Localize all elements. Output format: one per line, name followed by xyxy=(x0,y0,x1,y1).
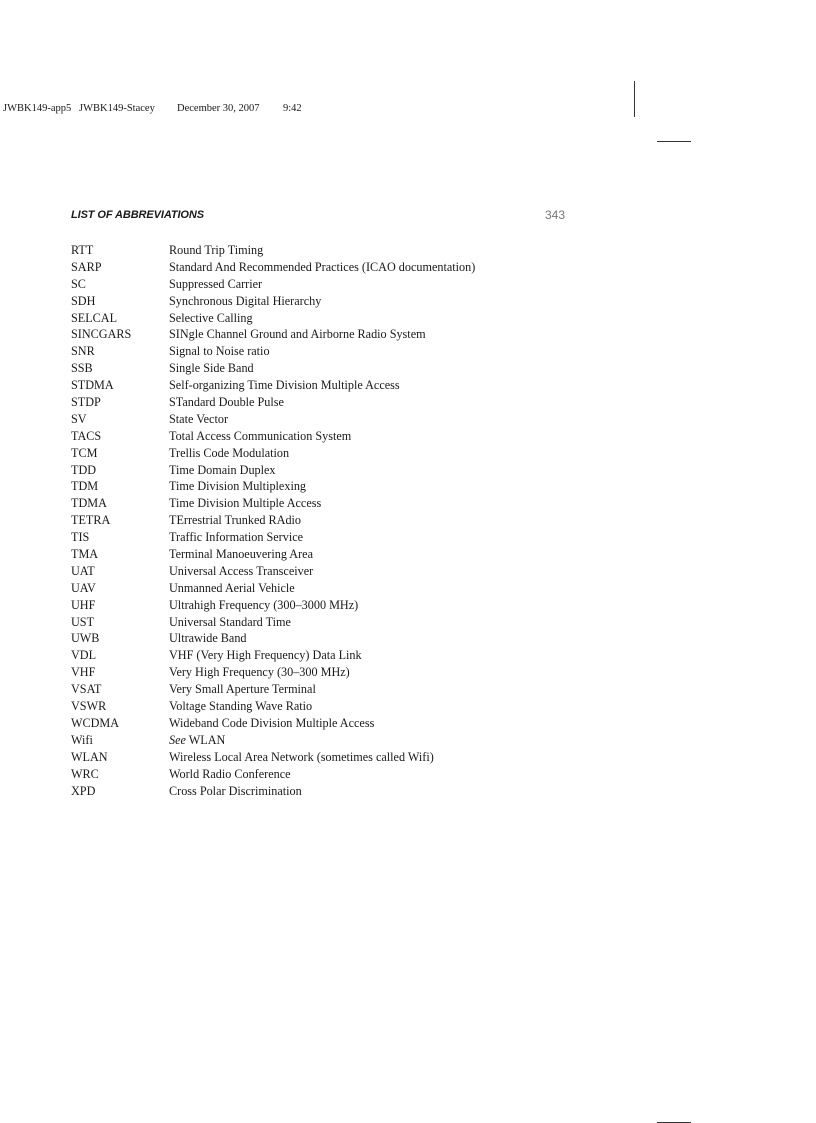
abbreviation-definition: SINgle Channel Ground and Airborne Radio System xyxy=(169,327,426,342)
abbreviation-term: SV xyxy=(71,411,87,426)
abbreviation-entry xyxy=(71,411,475,428)
abbreviation-definition: TErrestrial Trunked RAdio xyxy=(169,513,302,528)
abbreviation-entry xyxy=(71,293,475,310)
abbreviation-term: TDM xyxy=(71,479,99,494)
abbreviation-definition: STandard Double Pulse xyxy=(169,395,284,410)
abbreviation-definition: Time Division Multiple Access xyxy=(169,496,322,511)
abbreviation-entry xyxy=(71,276,475,293)
abbreviation-entry xyxy=(71,360,475,377)
abbreviation-term: TETRA xyxy=(71,513,111,528)
abbreviation-term: UHF xyxy=(71,597,96,612)
abbreviation-term: UWB xyxy=(71,631,100,646)
abbreviation-term: STDP xyxy=(71,395,101,410)
abbreviation-entry xyxy=(71,445,475,462)
running-head: LIST OF ABBREVIATIONS xyxy=(71,209,204,221)
abbreviation-definition xyxy=(169,732,225,749)
abbreviation-entry xyxy=(71,512,475,529)
abbreviation-term: TDD xyxy=(71,462,97,477)
abbreviation-definition: Time Division Multiplexing xyxy=(169,479,307,494)
abbreviation-entry xyxy=(71,698,475,715)
slug-time: 9:42 xyxy=(283,103,302,114)
abbreviation-term: TDMA xyxy=(71,496,107,511)
abbreviation-term: RTT xyxy=(71,243,94,257)
abbreviation-entry xyxy=(71,495,475,512)
abbreviation-term: TMA xyxy=(71,547,99,562)
abbreviation-entry xyxy=(71,259,475,276)
abbreviation-term: VSAT xyxy=(71,682,102,697)
abbreviation-entry xyxy=(71,462,475,479)
abbreviation-entry xyxy=(71,715,475,732)
abbreviation-definition: Ultrahigh Frequency (300–3000 MHz) xyxy=(169,597,359,612)
abbreviation-term: SSB xyxy=(71,361,93,376)
abbreviation-term: SDH xyxy=(71,293,96,308)
abbreviation-term: XPD xyxy=(71,783,96,798)
abbreviation-entry xyxy=(71,310,475,327)
abbreviation-entry xyxy=(71,428,475,445)
abbreviation-definition: Very High Frequency (30–300 MHz) xyxy=(169,665,350,680)
cross-reference-target: WLAN xyxy=(185,732,226,747)
abbreviation-definition: Terminal Manoeuvering Area xyxy=(169,547,313,562)
abbreviation-definition: Single Side Band xyxy=(169,361,254,376)
slug-date: December 30, 2007 xyxy=(177,103,260,114)
abbreviation-definition: Standard And Recommended Practices (ICAO documentation) xyxy=(169,259,476,274)
abbreviation-definition: Trellis Code Modulation xyxy=(169,445,290,460)
abbreviation-definition: Wideband Code Division Multiple Access xyxy=(169,715,375,730)
abbreviation-term: SNR xyxy=(71,344,95,359)
abbreviation-term: UAV xyxy=(71,580,96,595)
abbreviation-entry xyxy=(71,783,475,800)
abbreviation-entry xyxy=(71,749,475,766)
page-number: 343 xyxy=(545,208,566,222)
abbreviation-term: STDMA xyxy=(71,378,114,393)
crop-mark-vertical xyxy=(634,81,635,117)
abbreviation-definition: Unmanned Aerial Vehicle xyxy=(169,580,295,595)
abbreviation-entry xyxy=(71,326,475,343)
abbreviation-entry xyxy=(71,242,475,259)
abbreviation-entry xyxy=(71,630,475,647)
abbreviation-definition: Self-organizing Time Division Multiple Access xyxy=(169,378,400,393)
abbreviation-term: SARP xyxy=(71,259,102,274)
abbreviation-definition: Round Trip Timing xyxy=(169,243,264,257)
abbreviation-definition: Selective Calling xyxy=(169,310,253,325)
abbreviation-entry xyxy=(71,478,475,495)
slug-book-id: JWBK149-Stacey xyxy=(79,103,155,114)
abbreviation-definition: Suppressed Carrier xyxy=(169,276,263,291)
abbreviation-term: TCM xyxy=(71,445,98,460)
abbreviation-entry xyxy=(71,394,475,411)
abbreviation-list xyxy=(71,242,475,799)
abbreviation-term: SELCAL xyxy=(71,310,118,325)
abbreviation-term: SINCGARS xyxy=(71,327,132,342)
abbreviation-definition: Total Access Communication System xyxy=(169,428,352,443)
abbreviation-entry xyxy=(71,766,475,783)
abbreviation-term: WLAN xyxy=(71,749,108,764)
crop-mark-top xyxy=(657,141,691,142)
abbreviation-term: SC xyxy=(71,276,86,291)
print-slug xyxy=(3,103,302,114)
abbreviation-definition: Wireless Local Area Network (sometimes called Wifi) xyxy=(169,749,434,764)
abbreviation-entry xyxy=(71,597,475,614)
cross-reference-see: See xyxy=(169,732,186,747)
abbreviation-definition: Universal Access Transceiver xyxy=(169,563,314,578)
abbreviation-entry xyxy=(71,664,475,681)
abbreviation-entry xyxy=(71,563,475,580)
abbreviation-term: TIS xyxy=(71,530,90,545)
abbreviation-entry xyxy=(71,647,475,664)
abbreviation-definition: Signal to Noise ratio xyxy=(169,344,270,359)
abbreviation-entry xyxy=(71,529,475,546)
abbreviation-term: VSWR xyxy=(71,699,107,714)
abbreviation-entry xyxy=(71,681,475,698)
abbreviation-definition: Time Domain Duplex xyxy=(169,462,276,477)
abbreviation-term: UAT xyxy=(71,563,95,578)
abbreviation-term: WRC xyxy=(71,766,99,781)
abbreviation-entry xyxy=(71,546,475,563)
abbreviation-definition: World Radio Conference xyxy=(169,766,291,781)
abbreviation-definition: Cross Polar Discrimination xyxy=(169,783,302,798)
abbreviation-term: UST xyxy=(71,614,95,629)
abbreviation-entry xyxy=(71,614,475,631)
abbreviation-entry xyxy=(71,377,475,394)
abbreviation-definition: Traffic Information Service xyxy=(169,530,304,545)
abbreviation-entry xyxy=(71,732,475,749)
abbreviation-definition: Synchronous Digital Hierarchy xyxy=(169,293,322,308)
abbreviation-entry xyxy=(71,580,475,597)
abbreviation-definition: State Vector xyxy=(169,411,229,426)
abbreviation-term: VDL xyxy=(71,648,97,663)
abbreviation-entry xyxy=(71,343,475,360)
abbreviation-term: VHF xyxy=(71,665,96,680)
slug-file-id: JWBK149-app5 xyxy=(3,103,72,114)
abbreviation-definition: Voltage Standing Wave Ratio xyxy=(169,699,313,714)
abbreviation-term: WCDMA xyxy=(71,715,120,730)
abbreviation-definition: Universal Standard Time xyxy=(169,614,291,629)
abbreviation-definition: VHF (Very High Frequency) Data Link xyxy=(169,648,362,663)
abbreviation-term: TACS xyxy=(71,428,102,443)
abbreviation-definition: Very Small Aperture Terminal xyxy=(169,682,316,697)
abbreviation-term: Wifi xyxy=(71,732,93,747)
abbreviation-definition: Ultrawide Band xyxy=(169,631,247,646)
